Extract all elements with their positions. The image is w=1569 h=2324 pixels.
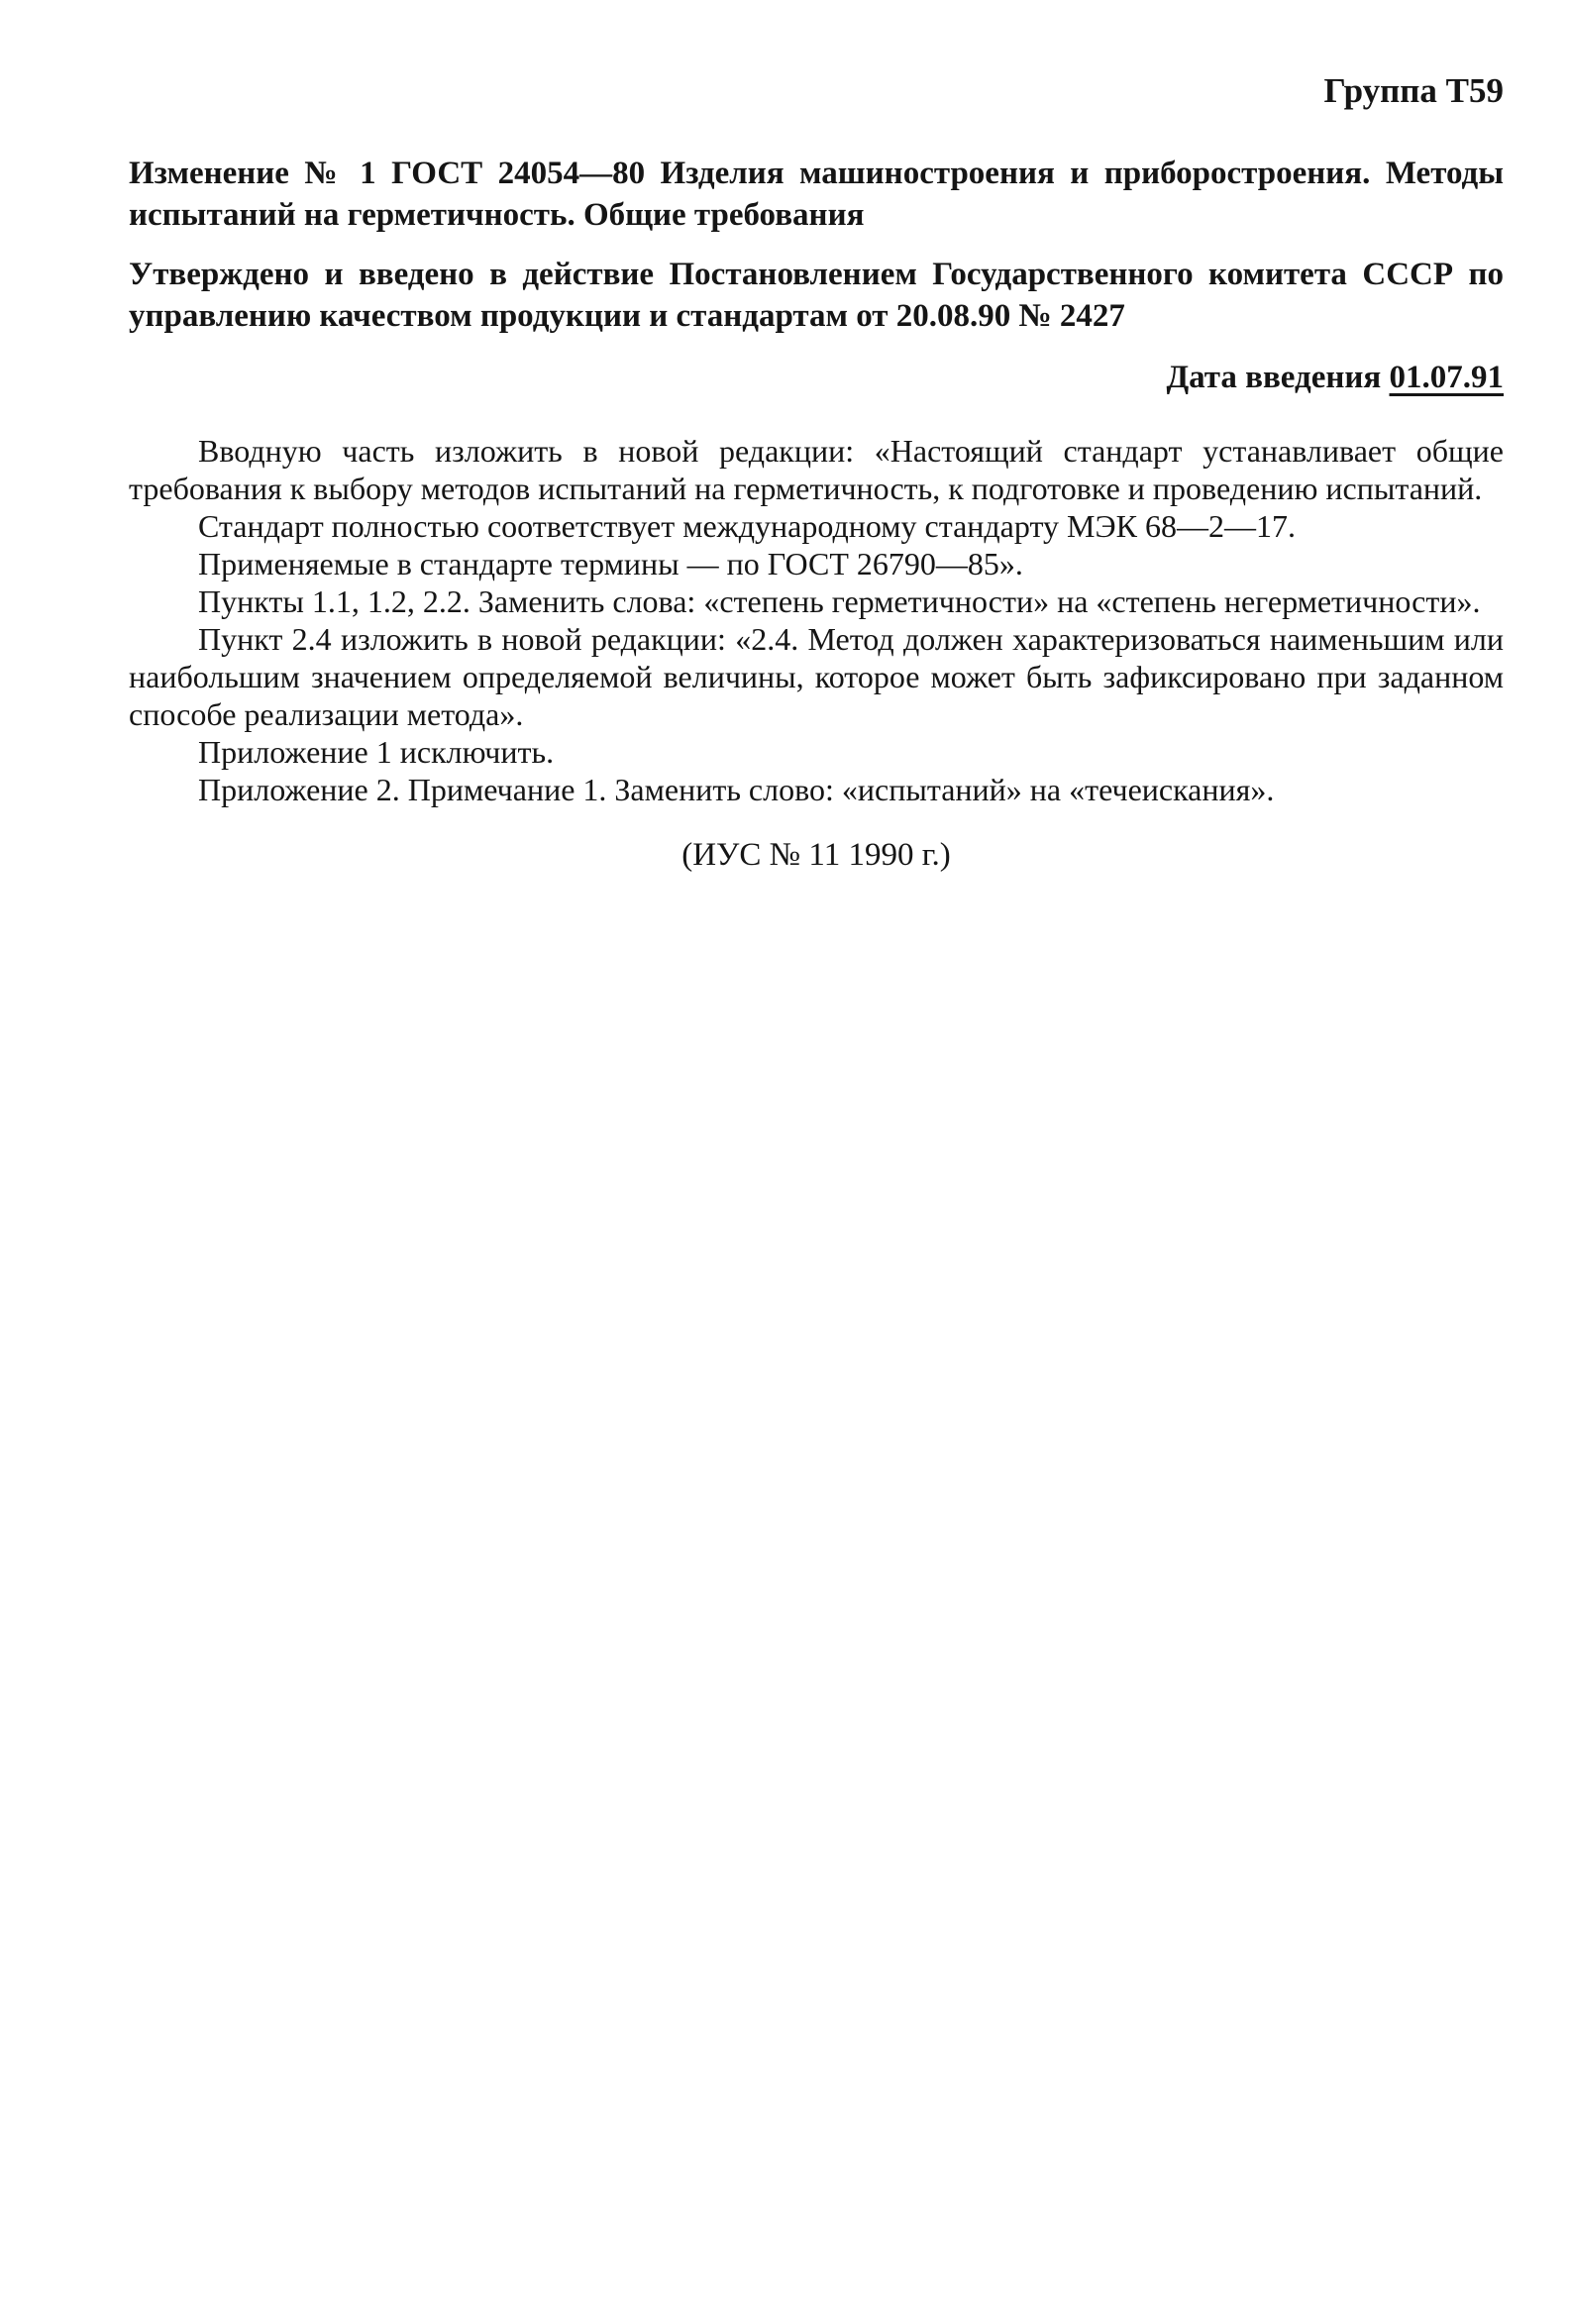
effective-date-label: Дата введения: [1166, 360, 1382, 395]
ius-reference: (ИУС № 11 1990 г.): [681, 837, 951, 873]
amendment-body: [129, 432, 1504, 808]
paragraph-annex-2: Приложение 2. Примечание 1. Заменить слово: «испытаний» на «течеискания».: [198, 772, 1275, 807]
effective-date-line: [129, 357, 1504, 398]
paragraph-annex-1: Приложение 1 исключить.: [198, 734, 555, 770]
paragraph-intro: Вводную часть изложить в новой редакции: «Настоящий стандарт устанавливает общие требования к выбору методов испытаний на герметичность, к подготовке и проведению испытаний.: [129, 433, 1504, 506]
document-page: [129, 69, 1504, 876]
paragraph-terms: Применяемые в стандарте термины — по ГОСТ 26790—85».: [198, 546, 1023, 581]
paragraph-items: Пункты 1.1, 1.2, 2.2. Заменить слова: «степень герметичности» на «степень негерметичности».: [198, 583, 1481, 619]
approval-statement: Утверждено и введено в действие Постановлением Государственного комитета СССР по управлению качеством продукции и стандартам от 20.08.90 № 2427: [129, 257, 1504, 334]
effective-date-value: 01.07.91: [1389, 360, 1504, 395]
group-code: Группа Т59: [1323, 71, 1504, 110]
amendment-title: Изменение № 1 ГОСТ 24054—80 Изделия машиностроения и приборостроения. Методы испытаний на герметичность. Общие требования: [129, 156, 1504, 233]
paragraph-iec: Стандарт полностью соответствует международному стандарту МЭК 68—2—17.: [198, 508, 1296, 544]
paragraph-2-4: Пункт 2.4 изложить в новой редакции: «2.4. Метод должен характеризоваться наименьшим или наибольшим значением определяемой величины, которое может быть зафиксировано при заданном способе реализации метода».: [129, 621, 1504, 732]
